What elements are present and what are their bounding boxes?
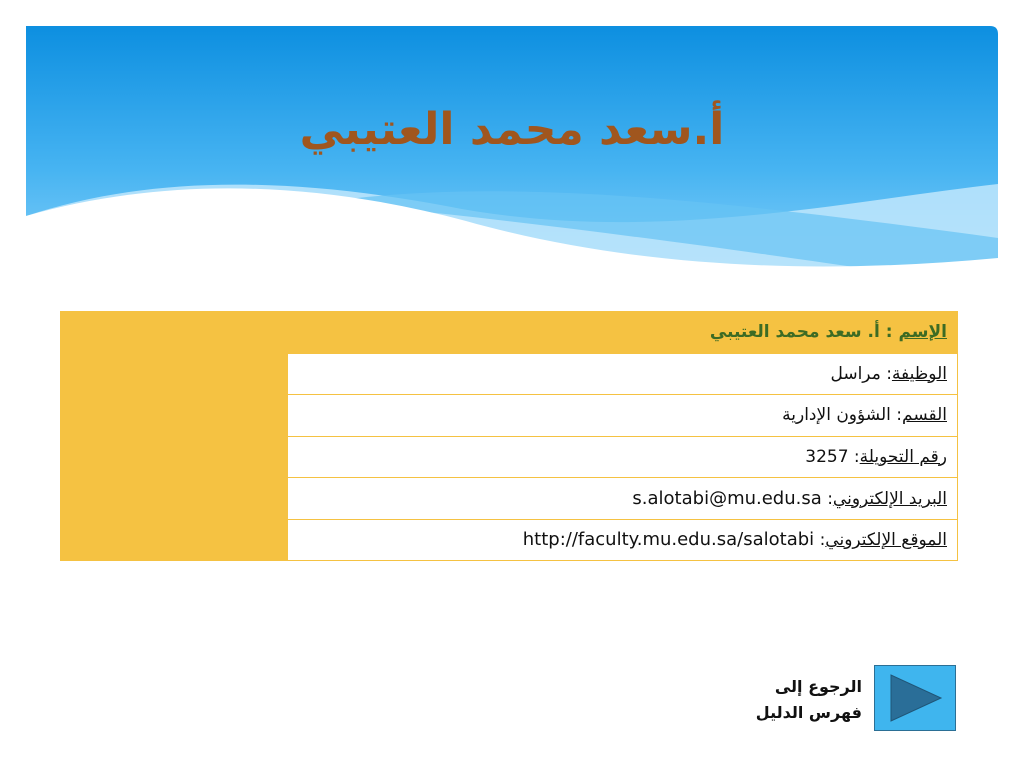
photo-placeholder [61, 312, 288, 561]
extension-label: رقم التحويلة [859, 446, 947, 467]
website-label: الموقع الإلكتروني [825, 530, 947, 551]
extension-value: : 3257 [805, 446, 860, 467]
play-arrow-icon [875, 666, 955, 730]
back-label-line1: الرجوع إلى [774, 677, 862, 696]
back-to-index-label [740, 674, 862, 726]
info-table [60, 311, 958, 561]
email-value[interactable]: s.alotabi@mu.edu.sa [632, 487, 822, 509]
website-separator: : [819, 530, 826, 551]
department-value: : الشؤون الإدارية [782, 405, 903, 426]
website-link[interactable]: http://faculty.mu.edu.sa/salotabi [522, 529, 815, 551]
name-value: : أ. سعد محمد العتيبي [709, 322, 899, 343]
extension-cell [287, 436, 957, 478]
back-label-line2: فهرس الدليل [755, 703, 862, 722]
table-header-row [61, 312, 958, 354]
job-value: : مراسل [830, 363, 892, 384]
website-cell [287, 519, 957, 561]
email-label: البريد الإلكتروني [832, 488, 947, 509]
name-label: الإسم [898, 322, 947, 343]
email-cell [287, 478, 957, 520]
department-label: القسم [902, 405, 947, 426]
back-to-index-button[interactable] [874, 665, 956, 731]
header-banner [26, 26, 998, 288]
name-cell [287, 312, 957, 354]
page-title: أ.سعد محمد العتيبي [299, 104, 725, 155]
job-cell [287, 353, 957, 395]
email-separator: : [827, 488, 833, 509]
department-cell [287, 395, 957, 437]
job-label: الوظيفة [891, 363, 947, 384]
